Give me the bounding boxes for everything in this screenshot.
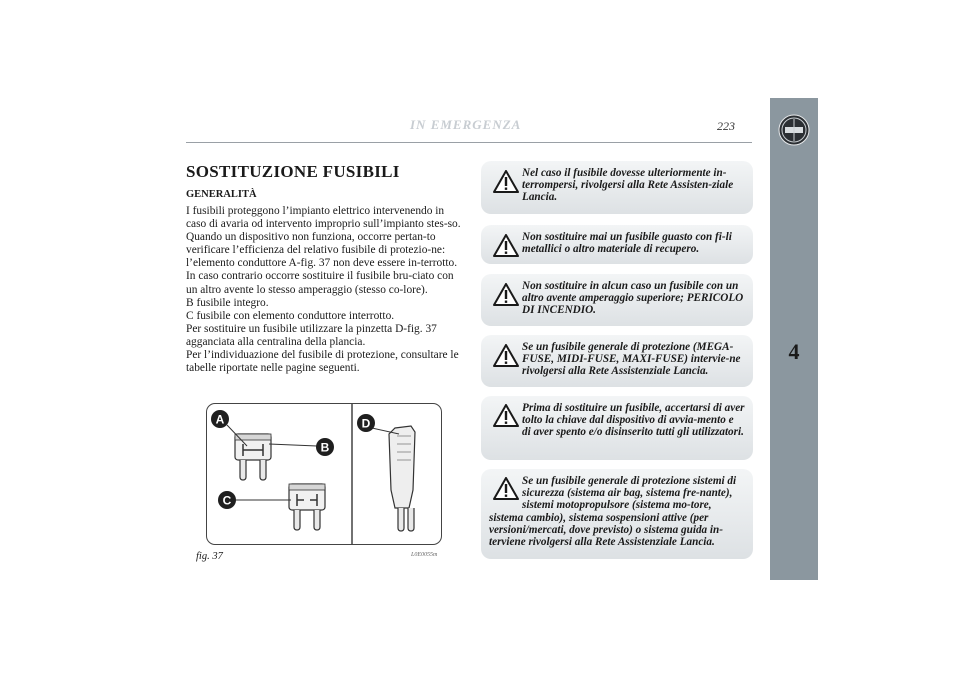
legend-b: B fusibile integro. [186, 296, 269, 309]
figure-code: L0E0055m [411, 552, 438, 558]
warning-box-1 [481, 161, 753, 214]
header-divider [186, 142, 752, 143]
svg-text:B: B [320, 440, 330, 455]
legend-c: C fusibile con elemento conduttore interrotto. [186, 309, 395, 322]
page-number: 223 [717, 119, 735, 133]
warning-triangle-icon [493, 283, 519, 306]
tweezer-illustration [372, 426, 415, 531]
fuse-figure [206, 403, 442, 545]
warning-text-4: Se un fusibile generale di protezione (MEGA-FUSE, MIDI-FUSE, MAXI-FUSE) interviе-ne rivolgersi alla Rete Assistenziale Lancia. [522, 341, 741, 378]
warning-triangle-icon [493, 234, 519, 257]
figure-caption: fig. 37 [196, 551, 223, 562]
warning-box-6 [481, 469, 753, 559]
label-d [357, 414, 375, 432]
svg-text:C: C [222, 493, 232, 508]
label-a [211, 410, 229, 428]
label-b [316, 438, 334, 456]
paragraph-tables: Per l’individuazione del fusibile di protezione, consultare le tabelle riportate nelle pagine seguenti. [186, 349, 459, 375]
warning-text-6: Se un fusibile generale di protezione sistemi di sicurezza (sistema air bag, sistema fre-nante), sistemi motopropulsore (sistema mo-tore, sistema cambio), sistema sospensioni attive (per versioni/mercati, dove previsto) o sistema guida in-terviene rivolgersi alla Rete Assistenziale Lancia. [489, 475, 737, 549]
warning-text-5: Prima di sostituire un fusibile, accertarsi di aver tolto la chiave dal dispositivo di avvia-mento e di aver spento e/o disinserito tutti gli utilizzatori. [522, 402, 745, 439]
warning-box-2 [481, 225, 753, 264]
running-header-title: IN EMERGENZA [410, 117, 522, 132]
svg-text:A: A [215, 412, 225, 427]
label-c [218, 491, 236, 509]
warning-triangle-icon [493, 477, 519, 500]
blown-fuse-illustration [229, 484, 325, 530]
warning-text-3: Non sostituire in alcun caso un fusibile con un altro avente amperaggio superiore; PERICOLO DI INCENDIO. [522, 280, 744, 317]
warning-box-5 [481, 396, 753, 460]
warning-box-3 [481, 274, 753, 326]
warning-triangle-icon [493, 404, 519, 427]
warning-triangle-icon [493, 170, 519, 193]
section-subtitle: GENERALITÀ [186, 189, 257, 200]
paragraph-tweezer: Per sostituire un fusibile utilizzare la pinzetta D-fig. 37 agganciata alla centralina della plancia. [186, 322, 437, 348]
warning-text-2: Non sostituire mai un fusibile guasto con fi-li metallici o altro materiale di recupero. [522, 231, 732, 256]
lancia-logo-icon [778, 114, 810, 146]
chapter-number: 4 [788, 339, 800, 364]
warning-text-1: Nel caso il fusibile dovesse ulteriormente in-terrompersi, rivolgersi alla Rete Assisten-ziale Lancia. [522, 167, 734, 204]
intact-fuse-illustration [227, 425, 317, 480]
paragraph-intro: I fusibili proteggono l’impianto elettrico intervenendo in caso di avaria od intervento improprio sull’impianto stes-so. Quando un dispositivo non funziona, occorre pertan-to verificare l’efficienza del relativo fusibile di protezio-ne: l’elemento conduttore A-fig. 37 non deve essere in-terrotto. In caso contrario occorre sostituire il fusibile bru-ciato con un altro avente lo stesso amperaggio (stesso co-lore). [186, 205, 461, 296]
svg-text:D: D [361, 416, 371, 431]
warning-box-4 [481, 335, 753, 387]
warning-triangle-icon [493, 344, 519, 367]
section-title: SOSTITUZIONE FUSIBILI [186, 162, 400, 181]
body-text [186, 205, 461, 375]
